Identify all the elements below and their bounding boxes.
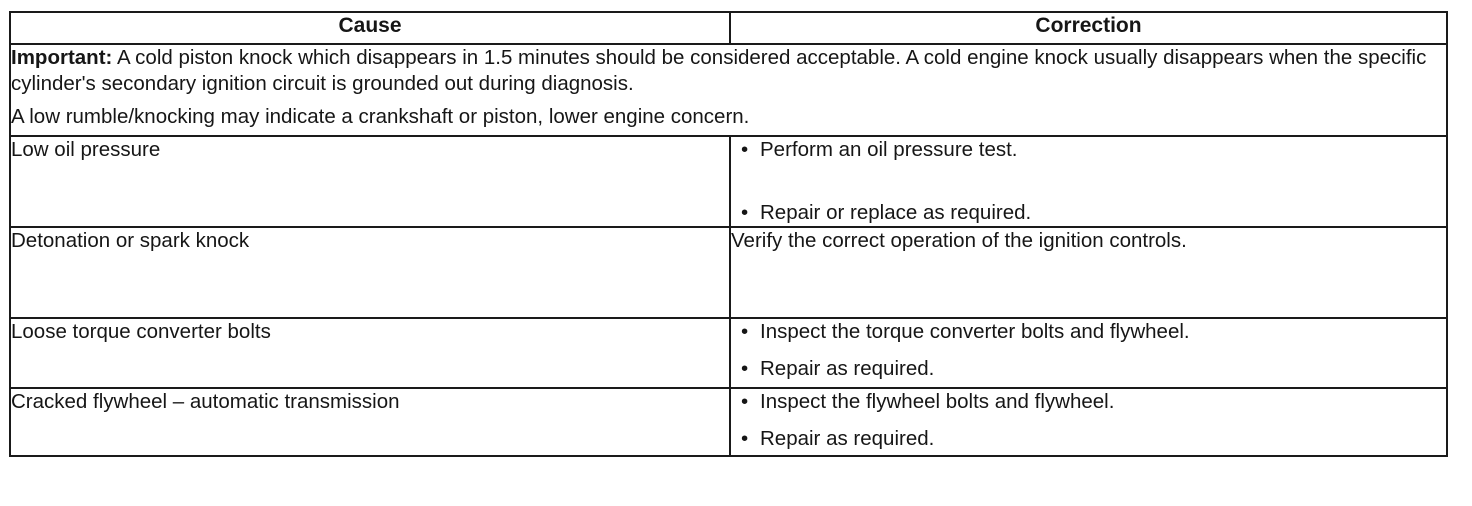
correction-item: • Inspect the flywheel bolts and flywheel. bbox=[731, 389, 1446, 415]
cause-cell: Low oil pressure bbox=[10, 136, 730, 227]
correction-cell bbox=[730, 318, 1447, 388]
correction-item: • Repair or replace as required. bbox=[731, 200, 1446, 226]
cause-cell: Loose torque converter bolts bbox=[10, 318, 730, 388]
correction-item: • Repair as required. bbox=[731, 356, 1446, 382]
correction-cell: Verify the correct operation of the ignition controls. bbox=[730, 227, 1447, 318]
table-row bbox=[10, 388, 1447, 456]
diagnostic-table bbox=[9, 11, 1448, 457]
header-correction: Correction bbox=[730, 12, 1447, 44]
correction-list bbox=[731, 389, 1446, 452]
note-paragraph-2: A low rumble/knocking may indicate a crankshaft or piston, lower engine concern. bbox=[11, 105, 750, 128]
correction-cell bbox=[730, 136, 1447, 227]
note-row bbox=[10, 44, 1447, 136]
correction-item: • Inspect the torque converter bolts and flywheel. bbox=[731, 319, 1446, 345]
correction-cell bbox=[730, 388, 1447, 456]
note-label: Important: bbox=[11, 46, 113, 69]
cause-cell: Cracked flywheel – automatic transmission bbox=[10, 388, 730, 456]
header-row bbox=[10, 12, 1447, 44]
important-note bbox=[10, 44, 1447, 136]
note-text: A cold piston knock which disappears in 1.5 minutes should be considered acceptable. A cold engine knock usually disappears when the specific cylinder's secondary ignition circuit is grounded out during diagnosis. bbox=[11, 46, 1427, 95]
correction-item: • Repair as required. bbox=[731, 426, 1446, 452]
correction-list bbox=[731, 319, 1446, 382]
note-paragraph bbox=[11, 45, 1446, 97]
table-row bbox=[10, 227, 1447, 318]
header-cause: Cause bbox=[10, 12, 730, 44]
correction-list bbox=[731, 137, 1446, 226]
table-row bbox=[10, 136, 1447, 227]
cause-cell: Detonation or spark knock bbox=[10, 227, 730, 318]
correction-item: • Perform an oil pressure test. bbox=[731, 137, 1446, 163]
table-row bbox=[10, 318, 1447, 388]
